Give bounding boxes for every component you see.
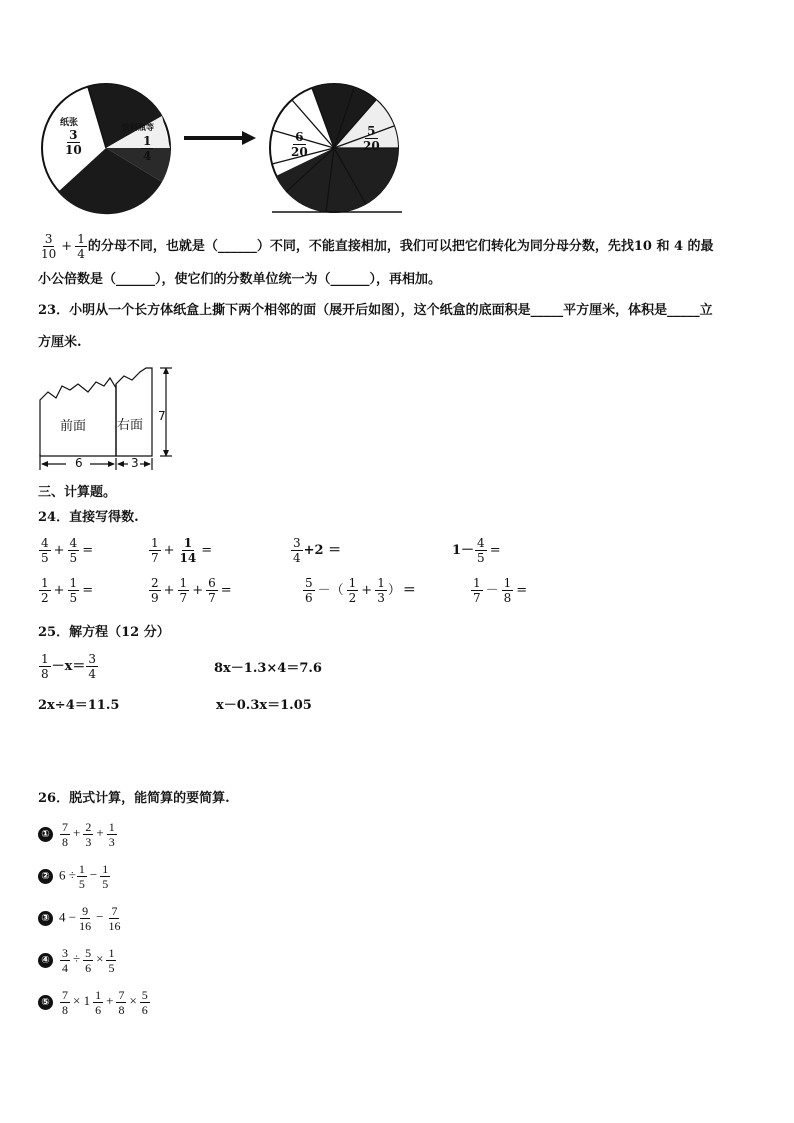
- pie-left-fraction-2: $\frac{1}{4}$: [143, 134, 152, 163]
- p24-item-8: $\frac{1}{7}$ － $\frac{1}{8}$ =: [473, 576, 528, 605]
- pie-left-paper-label: 纸张: [60, 118, 79, 128]
- p25-eq-1: $\frac{1}{8}$ －x＝ $\frac{3}{4}$: [41, 652, 97, 681]
- dim-depth: 3: [131, 456, 139, 470]
- p25-eq-2: 8x－1.3×4＝7.6: [214, 661, 322, 676]
- p25-eq-4: x－0.3x＝1.05: [216, 698, 312, 713]
- pie-right-fraction-2: $\frac{5}{20}$: [363, 124, 380, 153]
- dim-height: 7: [158, 409, 166, 423]
- pie-figure: [36, 82, 416, 217]
- marker-4: ④: [38, 953, 53, 968]
- p26-row-5: ⑤ $\frac{7}{8}$ × 1 $\frac{1}{6}$ + $\frac{7}{8}$ × $\frac{5}{6}$: [38, 988, 151, 1017]
- front-face-label: 前面: [60, 419, 87, 434]
- marker-2: ②: [38, 869, 53, 884]
- p22-line-2: 小公倍数是（______），使它们的分数单位统一为（______），再相加。: [38, 272, 442, 287]
- p23-line-2: 方厘米.: [38, 335, 82, 350]
- pie-right-fraction: $\frac{6}{20}$: [291, 130, 308, 159]
- p24-item-5: $\frac{1}{2}$ + $\frac{1}{5}$ =: [41, 576, 94, 605]
- pie-left-fraction: $\frac{3}{10}$: [65, 128, 82, 157]
- right-face-label: 右面: [117, 418, 144, 433]
- p26-row-4: ④ $\frac{3}{4}$ ÷ $\frac{5}{6}$ × $\frac{1}{5}$: [38, 946, 117, 975]
- marker-1: ①: [38, 827, 53, 842]
- p24-item-6: $\frac{2}{9}$ + $\frac{1}{7}$ + $\frac{6}{7}$ =: [151, 576, 232, 605]
- p26-row-2: ② 6 ÷ $\frac{1}{5}$ − $\frac{1}{5}$: [38, 862, 111, 891]
- p24-item-7: $\frac{5}{6}$ －（ $\frac{1}{2}$ + $\frac{1}{3}$ ） ＝: [305, 576, 416, 605]
- p24-title: 24．直接写得数.: [38, 510, 139, 525]
- p24-item-2: $\frac{1}{7}$ + $\frac{1}{14}$ =: [151, 536, 213, 565]
- p26-row-1: ① $\frac{7}{8}$ + $\frac{2}{3}$ + $\frac{1}{3}$: [38, 820, 118, 849]
- p26-row-3: ③ 4 − $\frac{9}{16}$ − $\frac{7}{16}$: [38, 904, 123, 933]
- marker-5: ⑤: [38, 995, 53, 1010]
- p25-eq-3: 2x÷4＝11.5: [38, 698, 120, 713]
- p24-item-1: $\frac{4}{5}$ + $\frac{4}{5}$ =: [41, 536, 94, 565]
- p25-title: 25．解方程（12 分）: [38, 625, 170, 640]
- marker-3: ③: [38, 911, 53, 926]
- box-net-figure: [36, 362, 176, 474]
- pie-left-other-label: 饮料瓶等: [122, 123, 154, 132]
- p24-item-4: 1－ $\frac{4}{5}$ =: [452, 536, 501, 565]
- p26-title: 26．脱式计算，能简算的要简算.: [38, 791, 230, 806]
- p23-line-1: 23．小明从一个长方体纸盒上撕下两个相邻的面（展开后如图），这个纸盒的底面积是_____平方厘米，体积是_____立: [38, 303, 713, 318]
- p24-item-3: $\frac{3}{4}$ +2 ＝: [293, 536, 342, 565]
- dim-width: 6: [75, 456, 83, 470]
- section-3-title: 三、计算题。: [38, 485, 117, 500]
- p22-line-1: $\frac{3}{10}$ + $\frac{1}{4}$ 的分母不同，也就是（______）不同，不能直接相加，我们可以把它们转化为同分母分数，先找10 和 4 的最: [41, 232, 714, 261]
